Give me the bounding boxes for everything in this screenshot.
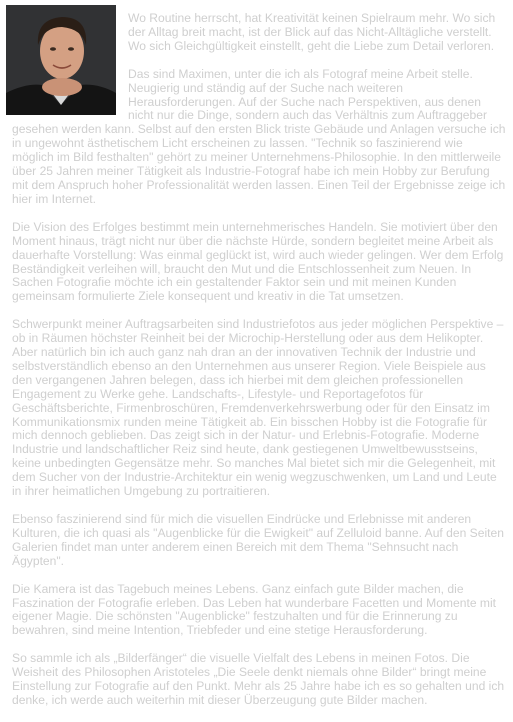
paragraph-3: Die Vision des Erfolges bestimmt mein unternehmerisches Handeln. Sie motiviert über den Moment hinaus, trägt nicht nur über die nächste Hürde, sondern begleitet meine Arbeit als dauerhafte Vorstellung: Was einmal geglückt ist, wird auch wieder gelingen. Wer dem Erfolg Beständigkeit verleihen will, braucht den Mut und die Entschlossenheit zum Neuen. In Sachen Fotografie möchte ich ein gestaltender Faktor sein und mit meinen Kunden gemeinsam formulierte Ziele konsequent und kreativ in die Tat umsetzen. <box>12 219 504 304</box>
portrait-spacer <box>12 12 128 123</box>
paragraph-2: Das sind Maximen, unter die ich als Fotograf meine Arbeit stelle. Neugierig und ständig auf der Suche nach weiteren Herausforderungen. Auf der Suche nach Perspektiven, aus denen nicht nur die Dinge, sondern auch das Verhältnis zum Auftraggeber gesehen werden kann. Selbst auf den ersten Blick triste Gebäude und Anlagen versuche ich in ungewohnt ästhetischem Licht erscheinen zu lassen. "Technik so faszinierend wie möglich im Bild festhalten" gehört zu meiner Unternehmens-Philosophie. In den mittlerweile über 25 Jahren meiner Tätigkeit als Industrie-Fotograf habe ich mein Hobby zur Berufung mit dem Anspruch hoher Professionalität werden lassen. Einen Teil der Ergebnisse zeige ich hier im Internet. <box>12 66 506 206</box>
paragraph-1: Wo Routine herrscht, hat Kreativität keinen Spielraum mehr. Wo sich der Alltag breit macht, ist der Blick auf das Nicht-Alltägliche verstellt. Wo sich Gleichgültigkeit einstellt, geht die Liebe zum Detail verloren. <box>128 11 496 53</box>
paragraph-4: Schwerpunkt meiner Auftragsarbeiten sind Industriefotos aus jeder möglichen Perspektive – ob in Räumen höchster Reinheit bei der Microchip-Herstellung oder aus dem Helikopter. Aber natürlich bin ich auch ganz nah dran an der innovativen Technik der Industrie und selbstverständlich ebenso an den Unternehmen aus unserer Region. Viele Beispiele aus den vergangenen Jahren belegen, dass ich hierbei mit dem gleichen professionellen Engagement zu Werke gehe. Landschafts-, Lifestyle- und Reportagefotos für Geschäftsberichte, Firmenbroschüren, Fremdenverkehrswerbung oder für den Einsatz im Kommunikationsmix runden meine Tätigkeit ab. Ein bisschen Hobby ist die Fotografie für mich dennoch geblieben. Das zeigt sich in der Natur- und Erlebnis-Fotografie. Moderne Industrie und landschaftlicher Reiz sind heute, dank gestiegenen Umweltbewusstseins, keine unbedingten Gegensätze mehr. So manches Mal bietet sich mir die Gelegenheit, mit dem Sucher von der Industrie-Architektur ein wenig wegzuschwenken, um Land und Leute in ihrer heimatlichen Umgebung zu portraitieren. <box>12 317 504 499</box>
paragraph-6: Die Kamera ist das Tagebuch meines Lebens. Ganz einfach gute Bilder machen, die Faszination der Fotografie erleben. Das Leben hat wunderbare Facetten und Momente mit eigener Magie. Die schönsten "Augenblicke" festzuhalten und für die Erinnerung zu bewahren, sind meine Intention, Triebfeder und eine stetige Herausforderung. <box>12 581 497 638</box>
paragraph-7: So sammle ich als „Bilderfänger“ die visuelle Vielfalt des Lebens in meinen Fotos. Die Weisheit des Philosophen Aristoteles „Die Seele denkt niemals ohne Bilder“ bringt meine Einstellung zur Fotografie auf den Punkt. Mehr als 25 Jahre habe ich es so gehalten und ich denke, ich werde auch weiterhin mit dieser Überzeugung gute Bilder machen. <box>12 651 505 707</box>
paragraph-5: Ebenso faszinierend sind für mich die visuellen Eindrücke und Erlebnisse mit anderen Kulturen, die ich quasi als "Augenblicke für die Ewigkeit" auf Zelluloid banne. Auf den Seiten Galerien findet man unter anderem einen Bereich mit dem Thema "Sehnsucht nach Ägypten". <box>12 512 504 568</box>
article-body <box>12 12 507 722</box>
